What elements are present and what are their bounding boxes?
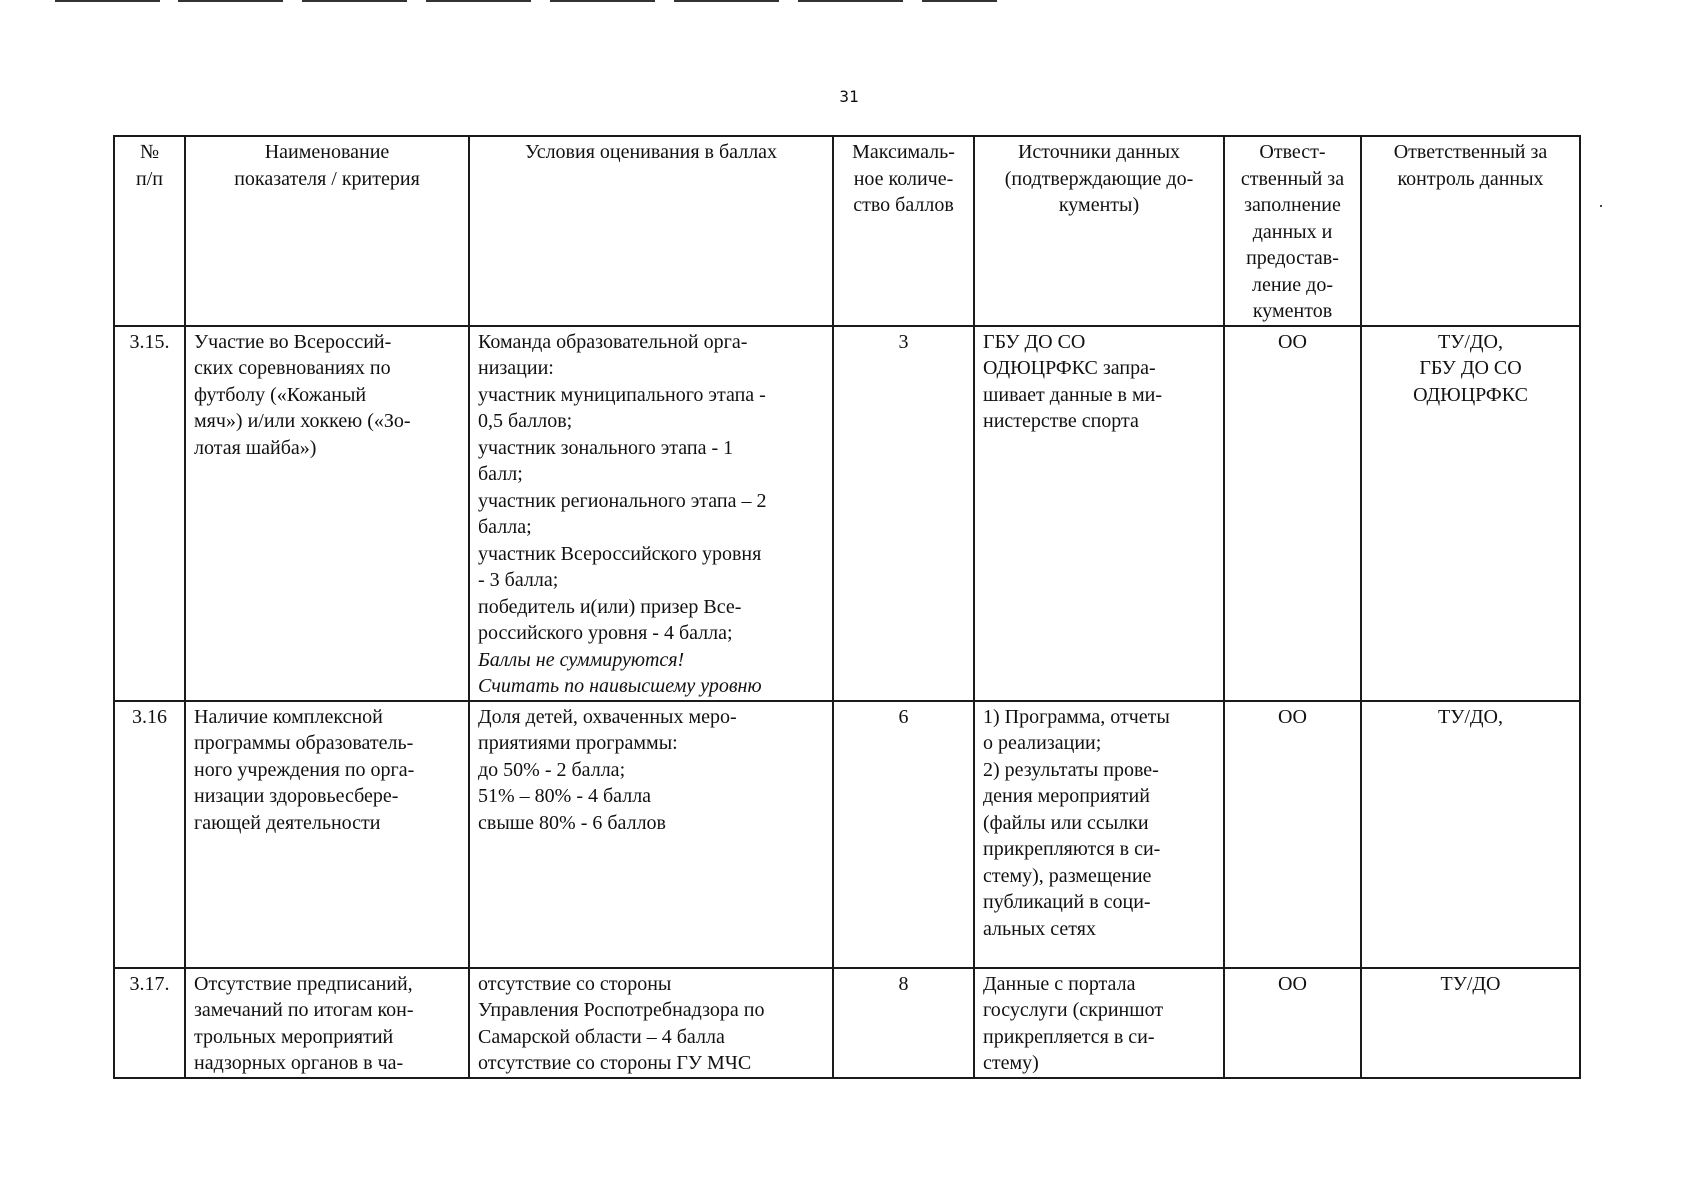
text-line: Баллы не суммируются! xyxy=(478,648,685,671)
cell-text xyxy=(1233,139,1352,325)
header-cell-responsible-control xyxy=(1361,136,1580,326)
text-line: футболу («Кожаный xyxy=(194,383,367,406)
text-line: ГБУ ДО СО xyxy=(1419,357,1522,379)
row-number: 3.17. xyxy=(114,968,185,1078)
text-line: участник регионального этапа – 2 xyxy=(478,489,767,512)
text-line: ТУ/ДО, xyxy=(1437,330,1504,353)
text-line: надзорных органов в ча- xyxy=(194,1052,404,1074)
text-line: прикрепляются в си- xyxy=(983,838,1161,860)
text-line: участник муниципального этапа - xyxy=(478,383,766,406)
criteria-table xyxy=(113,135,1581,1079)
text-line: ОДЮЦРФКС запра- xyxy=(983,357,1156,379)
text-line: публикаций в соци- xyxy=(983,891,1151,913)
cell-text xyxy=(478,329,824,647)
data-sources xyxy=(974,701,1224,968)
text-line: - 3 балла; xyxy=(478,569,559,591)
header-cell-conditions xyxy=(469,136,833,326)
responsible-control xyxy=(1361,968,1580,1078)
text-line: заполнение xyxy=(1244,194,1341,216)
text-line: (файлы или ссылки xyxy=(983,811,1149,834)
table-row xyxy=(114,326,1580,701)
text-line: замечаний по итогам кон- xyxy=(194,999,414,1021)
text-line: Отвест- xyxy=(1259,141,1326,163)
text-line: низации здоровьесбере- xyxy=(194,785,399,807)
text-line: участник Всероссийского уровня xyxy=(478,542,762,565)
text-line: 1) Программа, отчеты xyxy=(983,705,1170,728)
scan-artifact-rule xyxy=(55,0,160,2)
cell-text xyxy=(1370,329,1571,409)
table-header-row xyxy=(114,136,1580,326)
cell-text xyxy=(194,971,460,1077)
cell-text xyxy=(194,139,460,192)
text-line: кументов xyxy=(1252,300,1333,322)
text-line: госуслуги (скриншот xyxy=(983,999,1164,1021)
responsible-fill: ОО xyxy=(1224,968,1361,1078)
cell-text xyxy=(1370,139,1571,192)
text-line: балл; xyxy=(478,463,523,485)
text-line: Максималь- xyxy=(852,141,955,163)
text-line: трольных мероприятий xyxy=(194,1025,394,1048)
text-line: Доля детей, охваченных меро- xyxy=(478,705,737,728)
text-line: ного учреждения по орга- xyxy=(194,758,415,781)
text-line: гающей деятельности xyxy=(194,811,381,834)
scan-artifact-rule xyxy=(550,0,655,2)
text-line: прикрепляется в си- xyxy=(983,1025,1155,1048)
text-line: ТУ/ДО xyxy=(1440,972,1501,995)
data-sources xyxy=(974,968,1224,1078)
text-line: Участие во Всероссий- xyxy=(194,330,392,353)
text-line: победитель и(или) призер Все- xyxy=(478,595,742,618)
text-line: низации: xyxy=(478,357,554,379)
text-line: шивает данные в ми- xyxy=(983,383,1163,406)
conditions xyxy=(469,701,833,968)
text-line: Самарской области – 4 балла xyxy=(478,1025,725,1048)
text-line: отсутствие со стороны ГУ МЧС xyxy=(478,1052,752,1074)
cell-text xyxy=(123,139,176,192)
row-number: 3.16 xyxy=(114,701,185,968)
text-line: лотая шайба») xyxy=(194,436,317,459)
text-line: кументы) xyxy=(1058,194,1140,216)
cell-text xyxy=(478,704,824,837)
cell-text xyxy=(478,971,824,1077)
text-line: участник зонального этапа - 1 xyxy=(478,436,734,459)
text-line: 51% – 80% - 4 балла xyxy=(478,785,652,807)
max-points: 3 xyxy=(833,326,974,701)
text-line: нистерстве спорта xyxy=(983,410,1139,432)
text-line: Данные с портала xyxy=(983,972,1136,995)
text-line: ГБУ ДО СО xyxy=(983,330,1086,353)
responsible-fill: ОО xyxy=(1224,326,1361,701)
scan-artifact-rule xyxy=(798,0,903,2)
responsible-fill: ОО xyxy=(1224,701,1361,968)
row-number: 3.15. xyxy=(114,326,185,701)
text-line: стему), размещение xyxy=(983,864,1152,887)
scan-artifact-rule xyxy=(178,0,283,2)
conditions xyxy=(469,968,833,1078)
text-line: 0,5 баллов; xyxy=(478,410,573,432)
text-line: (подтверждающие до- xyxy=(1004,167,1194,190)
scan-artifact-rule xyxy=(302,0,407,2)
text-line: стему) xyxy=(983,1052,1039,1074)
cell-text xyxy=(478,139,824,166)
cell-text xyxy=(194,704,460,837)
text-line: ное количе- xyxy=(853,167,954,190)
header-cell-max-points xyxy=(833,136,974,326)
text-line: до 50% - 2 балла; xyxy=(478,758,626,781)
text-line: Считать по наивысшему уровню xyxy=(478,675,762,697)
cell-text xyxy=(1370,704,1571,731)
page-number: 31 xyxy=(839,87,859,106)
table-row xyxy=(114,701,1580,968)
header-cell-responsible-fill xyxy=(1224,136,1361,326)
text-line: ОДЮЦРФКС xyxy=(1413,383,1528,406)
text-line: п/п xyxy=(136,167,163,190)
text-line: контроль данных xyxy=(1397,167,1544,190)
header-cell-indicator xyxy=(185,136,469,326)
text-line: Условия оценивания в баллах xyxy=(524,141,778,163)
text-line: Отсутствие предписаний, xyxy=(194,972,413,995)
text-line: Управления Роспотребнадзора по xyxy=(478,999,765,1021)
scan-artifact-rule xyxy=(674,0,779,2)
cell-text xyxy=(194,329,460,462)
text-line: № xyxy=(139,141,160,163)
responsible-control xyxy=(1361,701,1580,968)
indicator-name xyxy=(185,326,469,701)
text-line: предостав- xyxy=(1246,247,1339,269)
indicator-name xyxy=(185,968,469,1078)
text-line: дения мероприятий xyxy=(983,785,1150,807)
text-line: альных сетях xyxy=(983,917,1096,940)
text-line: ственный за xyxy=(1240,167,1345,190)
text-line: приятиями программы: xyxy=(478,732,678,754)
text-line: свыше 80% - 6 баллов xyxy=(478,811,666,834)
text-line: ство баллов xyxy=(853,194,954,216)
cell-text xyxy=(983,329,1215,435)
header-cell-number xyxy=(114,136,185,326)
max-points: 8 xyxy=(833,968,974,1078)
cell-text xyxy=(983,971,1215,1077)
indicator-name xyxy=(185,701,469,968)
header-cell-sources xyxy=(974,136,1224,326)
text-line: ление до- xyxy=(1252,273,1333,296)
text-line: Наличие комплексной xyxy=(194,705,383,728)
cell-text xyxy=(1370,971,1571,998)
cell-text xyxy=(842,139,965,219)
text-line: показателя / критерия xyxy=(234,167,420,190)
text-line: Команда образовательной орга- xyxy=(478,330,748,353)
text-line: данных и xyxy=(1252,220,1333,243)
text-line: российского уровня - 4 балла; xyxy=(478,622,733,644)
text-line: балла; xyxy=(478,516,532,538)
text-line: отсутствие со стороны xyxy=(478,972,672,995)
cell-text xyxy=(983,704,1215,943)
data-sources xyxy=(974,326,1224,701)
text-line: о реализации; xyxy=(983,732,1102,754)
text-line: программы образователь- xyxy=(194,732,414,754)
text-line: Наименование xyxy=(264,141,390,163)
table-row xyxy=(114,968,1580,1078)
text-line: ТУ/ДО, xyxy=(1437,705,1504,728)
text-line: 2) результаты прове- xyxy=(983,758,1159,781)
text-line: Источники данных xyxy=(1017,141,1181,163)
conditions-note xyxy=(478,647,824,700)
text-line: ских соревнованиях по xyxy=(194,357,391,379)
conditions xyxy=(469,326,833,701)
scan-artifact-rule xyxy=(922,0,997,2)
max-points: 6 xyxy=(833,701,974,968)
responsible-control xyxy=(1361,326,1580,701)
scan-dot xyxy=(1600,205,1602,207)
text-line: Ответственный за xyxy=(1393,141,1548,163)
cell-text xyxy=(983,139,1215,219)
text-line: мяч») и/или хоккею («Зо- xyxy=(194,410,411,432)
scan-artifact-rule xyxy=(426,0,531,2)
